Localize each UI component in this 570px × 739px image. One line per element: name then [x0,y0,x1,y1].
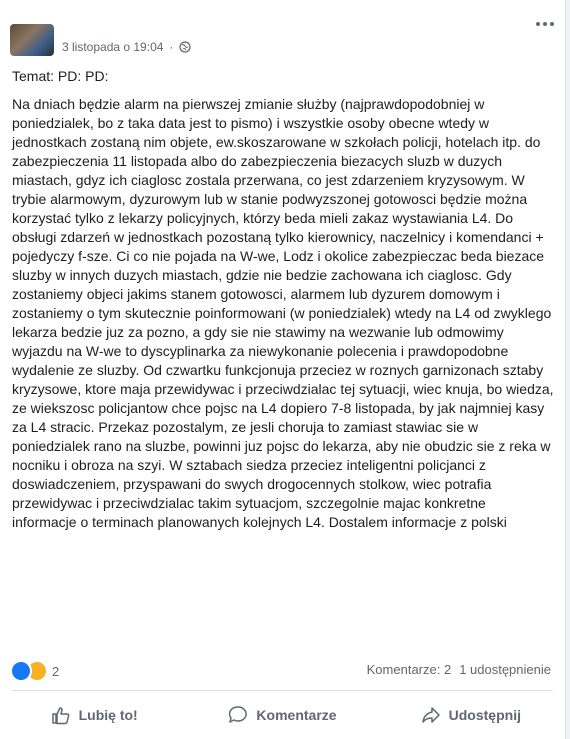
avatar[interactable] [10,24,54,56]
post-timestamp[interactable]: 3 listopada o 19:04 [62,40,164,54]
share-icon [421,705,441,725]
reactions-summary[interactable] [10,660,59,682]
post-meta: 3 listopada o 19:04 · [62,40,191,54]
shares-count[interactable]: 1 udostępnienie [459,662,551,677]
post-stats [367,662,551,677]
more-options-button[interactable] [533,14,557,34]
post-subject: Temat: PD: PD: [12,68,109,84]
comment-label: Komentarze [256,707,337,723]
share-label: Udostępnij [448,707,521,723]
like-reaction-icon [10,660,32,682]
more-dots-icon [535,21,555,27]
post-actions [0,695,565,735]
comment-button[interactable] [188,695,376,735]
reaction-count[interactable]: 2 [52,663,60,679]
globe-icon[interactable] [179,41,191,53]
like-button[interactable] [0,695,188,735]
like-label: Lubię to! [78,707,138,723]
post-body [12,67,554,532]
post-text: Na dniach będzie alarm na pierwszej zmianie służby (najprawdopodobniej w poniedzialek, bo z taka data jest to pismo) i wszystkie osoby obecne wtedy w jednostkach zostaną nim objete, ew.skoszarowane w szkołach policji, hotelach itp. do zabezpieczenia 11 listopada albo do zabezpieczenia biezacych sluzb w duzych miastach, gdyz ich ciaglosc zostala przerwana, co jest zdarzeniem kryzysowym. W trybie alarmowym, dyzurowym lub w stanie podwyzszonej gotowosci będzie można korzystać tylko z lekarzy policyjnych, którzy beda mieli zakaz wystawiania L4. Do obsługi zdarzeń w jednostkach pozostaną tylko kierownicy, naczelnicy i komendanci + pojedyczy f-sze. Ci co nie pojada na W-we, Lodz i okolice zabezpieczac beda biezace sluzby w innych duzych miastach, gdzie nie bedzie zachowana ich ciaglosc. Gdy zostaniemy objeci jakims stanem gotowosci, alarmem lub dyzurem domowym i zostaniemy o tym skutecznie poinformowani (w poniedzialek) wtedy na L4 od zwyklego lekarza bedzie juz za pozno, a gdy sie nie stawimy na wezwanie lub odmowimy wyjazdu na W-we to dyscyplinarka za niewykonanie polecenia i prawdopodobne wydalenie ze sluzby. Od czwartku funkcjonuja przeciez w roznych garnizonach sztaby kryzysowe, ktore maja przewidywac i przeciwdzialac tej sytuacji, wiec knuja, bo wiedza, ze wiekszosc policjantow chce pojsc na L4 dopiero 7-8 listopada, by jak najmniej kasy za L4 stracic. Przekaz pozostalym, ze jesli choruja to zamiast stawiac sie w poniedzialek rano na sluzbe, powinni juz pojsc do lekarza, aby nie obudzic sie z reka w nocniku i obroza na szyi. W sztabach siedza przeciez inteligentni policjanci z doswiadczeniem, przyspawani do swych drogocennych stolkow, wiec potrafia przewidywac i przeciwdzialac takim sytuacjom, szczegolnie majac konkretne informacje o terminach planowanych kolejnych L4. Dostalem informacje z polski [12,96,554,530]
share-button[interactable] [377,695,565,735]
thumbs-up-icon [51,705,71,725]
post-header [0,0,565,58]
divider [12,690,553,691]
comment-icon [228,705,248,725]
comments-count[interactable]: Komentarze: 2 [366,662,452,677]
